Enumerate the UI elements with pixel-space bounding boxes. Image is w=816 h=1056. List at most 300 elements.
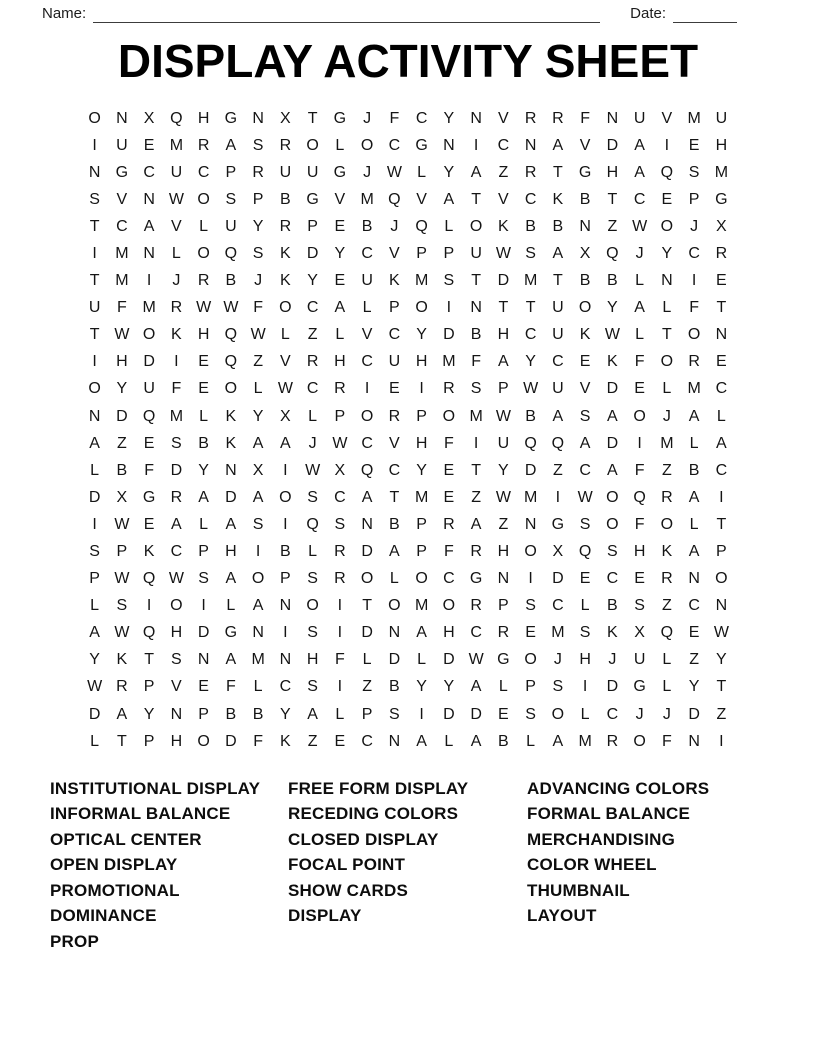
grid-letter: S [607,543,618,561]
grid-letter: S [579,624,591,642]
grid-row [81,105,735,132]
grid-letter: G [469,570,483,588]
grid-letter: V [171,678,182,696]
grid-letter: C [524,326,537,344]
grid-letter: R [443,380,455,398]
grid-letter: O [660,353,674,371]
grid-letter: B [198,434,209,452]
grid-letter: S [89,190,100,208]
word-list-item: MERCHANDISING [527,829,676,849]
grid-letter: N [88,407,101,425]
grid-letter: L [498,678,508,696]
grid-letter: I [719,732,724,750]
grid-letter: A [498,353,509,371]
grid-letter: V [280,353,291,371]
grid-letter: J [635,244,644,262]
grid-letter: X [280,109,291,127]
grid-letter: J [635,705,644,723]
grid-letter: P [416,543,427,561]
grid-letter: Z [498,515,509,533]
grid-letter: O [524,543,537,561]
grid-letter: Y [661,244,673,262]
grid-letter: P [116,543,128,561]
grid-letter: N [361,515,373,533]
grid-letter: M [523,272,538,290]
grid-letter: Q [388,190,401,208]
grid-letter: N [606,109,619,127]
word-list-item: THUMBNAIL [527,880,630,900]
grid-letter: Q [224,244,238,262]
grid-letter: R [661,570,673,588]
grid-letter: O [551,705,565,723]
grid-row [81,159,735,186]
grid-letter: H [415,353,428,371]
grid-letter: R [497,624,510,642]
grid-letter: B [579,272,591,290]
grid-letter: O [469,217,483,235]
grid-letter: T [389,488,400,506]
word-list-item: OPTICAL CENTER [50,829,202,849]
grid-letter: A [470,163,482,181]
grid-letter: Z [116,434,127,452]
grid-letter: I [146,272,152,290]
grid-letter: C [688,597,700,615]
grid-letter: C [497,136,510,154]
grid-letter: C [361,434,373,452]
grid-letter: N [197,651,210,669]
grid-letter: E [661,190,673,208]
grid-letter: K [552,190,564,208]
grid-letter: D [688,705,700,723]
grid-letter: Q [578,543,592,561]
grid-letter: V [389,434,400,452]
grid-letter: M [251,651,265,669]
word-search-grid [81,105,735,755]
grid-letter: O [279,299,292,317]
grid-letter: A [607,407,618,425]
grid-letter: X [334,461,346,479]
grid-letter: I [92,353,97,371]
grid-letter: A [225,570,237,588]
grid-letter: H [225,543,237,561]
grid-letter: Q [224,326,238,344]
grid-letter: D [470,705,482,723]
grid-letter: J [363,163,372,181]
grid-letter: I [473,434,479,452]
grid-letter: R [524,163,537,181]
grid-letter: A [225,136,237,154]
grid-row [81,457,735,484]
grid-letter: H [415,434,428,452]
word-list-item: CLOSED DISPLAY [288,829,439,849]
grid-letter: T [716,678,727,696]
grid-letter: A [552,407,564,425]
grid-letter: F [116,299,127,317]
grid-letter: O [360,407,374,425]
grid-letter: R [688,353,700,371]
grid-letter: U [552,326,564,344]
grid-letter: A [252,597,264,615]
grid-letter: F [634,461,645,479]
grid-letter: Y [607,299,618,317]
grid-letter: R [279,136,292,154]
grid-letter: V [171,217,182,235]
grid-letter: T [661,326,672,344]
grid-letter: C [388,136,401,154]
grid-letter: R [334,543,346,561]
grid-letter: U [279,163,292,181]
page-title: DISPLAY ACTIVITY SHEET [117,35,699,87]
grid-letter: I [337,624,343,642]
grid-letter: I [419,705,424,723]
grid-row [81,728,735,755]
grid-letter: D [443,326,455,344]
grid-letter: A [470,515,482,533]
grid-letter: Z [471,488,482,506]
grid-letter: L [689,434,699,452]
grid-letter: D [388,651,401,669]
grid-letter: T [716,515,727,533]
grid-letter: W [114,570,130,588]
grid-letter: R [470,543,482,561]
grid-letter: O [633,407,646,425]
grid-letter: S [579,407,591,425]
grid-letter: O [660,217,674,235]
grid-letter: X [579,244,591,262]
grid-letter: E [198,380,209,398]
grid-letter: U [497,434,510,452]
grid-letter: L [171,244,181,262]
grid-letter: C [197,163,210,181]
grid-letter: L [444,732,454,750]
grid-letter: I [582,678,588,696]
grid-letter: J [172,272,181,290]
grid-letter: A [334,299,346,317]
grid-letter: P [688,190,700,208]
grid-letter: L [199,217,209,235]
grid-letter: T [716,299,727,317]
grid-letter: P [389,299,400,317]
grid-letter: L [362,299,372,317]
grid-letter: O [578,299,592,317]
grid-letter: Y [443,163,455,181]
grid-letter: B [525,217,536,235]
grid-letter: A [688,407,700,425]
grid-letter: R [552,109,564,127]
grid-letter: J [608,651,617,669]
grid-letter: A [171,515,182,533]
word-list-item: SHOW CARDS [288,880,409,900]
grid-letter: C [388,326,401,344]
grid-letter: M [523,488,538,506]
grid-letter: H [197,326,210,344]
grid-letter: P [198,705,209,723]
grid-row [81,565,735,592]
grid-letter: I [283,624,288,642]
grid-letter: C [633,190,646,208]
grid-letter: C [170,543,183,561]
grid-letter: C [715,380,728,398]
grid-letter: L [90,461,100,479]
grid-letter: K [607,624,618,642]
grid-letter: O [360,136,374,154]
grid-letter: E [143,515,155,533]
grid-letter: U [388,353,401,371]
grid-letter: D [225,732,237,750]
grid-letter: D [225,488,237,506]
grid-letter: P [443,244,455,262]
grid-letter: N [143,244,155,262]
grid-letter: A [143,217,155,235]
grid-letter: N [279,597,292,615]
grid-letter: U [633,109,646,127]
grid-letter: F [334,651,345,669]
grid-letter: Y [525,353,536,371]
grid-letter: P [143,678,155,696]
grid-letter: A [552,136,564,154]
grid-letter: G [142,488,156,506]
grid-letter: I [92,244,97,262]
grid-letter: E [688,136,700,154]
grid-letter: Q [142,570,156,588]
grid-letter: O [251,570,265,588]
word-list-item: ADVANCING COLORS [527,778,710,798]
grid-letter: D [606,380,619,398]
grid-letter: A [607,461,618,479]
grid-letter: V [661,109,673,127]
grid-letter: L [662,651,672,669]
grid-letter: V [498,109,509,127]
grid-letter: S [252,244,264,262]
grid-letter: C [552,597,564,615]
grid-letter: G [224,109,238,127]
grid-letter: P [198,543,209,561]
grid-letter: A [389,543,400,561]
grid-letter: R [388,407,401,425]
grid-letter: N [279,651,292,669]
grid-letter: V [579,380,591,398]
grid-letter: D [361,543,373,561]
grid-letter: C [143,163,155,181]
grid-letter: A [307,705,318,723]
grid-letter: V [416,190,427,208]
grid-letter: W [523,380,539,398]
grid-letter: W [223,299,239,317]
grid-letter: S [389,705,400,723]
grid-letter: I [719,488,724,506]
grid-letter: C [552,353,564,371]
grid-letter: K [389,272,400,290]
grid-letter: D [606,434,619,452]
grid-letter: A [225,515,237,533]
grid-letter: U [306,163,319,181]
grid-letter: L [199,515,209,533]
grid-letter: G [497,651,510,669]
grid-letter: O [415,299,428,317]
grid-letter: Z [552,461,563,479]
grid-letter: E [498,705,509,723]
grid-letter: D [170,461,183,479]
grid-letter: C [579,461,591,479]
grid-letter: R [470,597,482,615]
grid-letter: J [308,434,317,452]
grid-letter: N [470,109,482,127]
grid-letter: R [170,299,183,317]
grid-letter: T [144,651,155,669]
word-list-column [527,776,709,955]
grid-letter: N [116,109,128,127]
grid-letter: N [715,326,728,344]
grid-letter: P [280,570,291,588]
grid-letter: O [197,732,210,750]
grid-letter: Z [307,732,318,750]
grid-letter: T [89,217,100,235]
word-list-item: PROP [50,931,99,951]
grid-row [81,213,735,240]
grid-letter: Q [170,109,183,127]
grid-letter: D [197,624,210,642]
grid-letter: K [579,326,591,344]
grid-letter: Y [416,461,427,479]
grid-letter: W [114,515,130,533]
grid-letter: T [552,272,563,290]
grid-letter: F [471,353,482,371]
grid-letter: Y [416,678,427,696]
grid-letter: S [525,244,536,262]
grid-letter: O [306,136,319,154]
grid-letter: J [254,272,263,290]
grid-letter: W [305,461,321,479]
grid-letter: F [253,732,264,750]
grid-letter: B [389,678,400,696]
grid-letter: Y [89,651,100,669]
grid-letter: F [661,732,672,750]
grid-letter: E [198,678,209,696]
grid-letter: T [89,272,100,290]
grid-letter: I [92,515,97,533]
grid-letter: F [225,678,236,696]
grid-letter: T [471,461,482,479]
grid-letter: D [361,624,373,642]
grid-letter: J [390,217,399,235]
grid-letter: D [143,353,155,371]
grid-letter: L [662,380,672,398]
grid-letter: R [443,515,455,533]
grid-letter: M [442,353,456,371]
grid-row [81,511,735,538]
grid-letter: G [415,136,428,154]
grid-row [81,646,735,673]
grid-letter: N [688,570,700,588]
grid-letter: A [361,488,373,506]
grid-letter: F [634,515,645,533]
grid-letter: M [414,488,429,506]
grid-letter: D [443,705,455,723]
grid-letter: F [634,353,645,371]
name-label: Name: [42,5,87,22]
grid-letter: A [470,732,482,750]
grid-letter: R [279,217,292,235]
grid-letter: W [495,488,511,506]
grid-letter: T [471,272,482,290]
grid-letter: C [306,299,319,317]
grid-letter: T [552,163,563,181]
grid-letter: Y [334,244,346,262]
grid-row [81,348,735,375]
grid-letter: U [143,380,155,398]
grid-row [81,673,735,700]
grid-row [81,538,735,565]
grid-letter: O [224,380,238,398]
grid-row [81,267,735,294]
grid-letter: B [607,272,618,290]
grid-letter: W [495,244,511,262]
grid-letter: L [389,570,399,588]
grid-letter: I [92,136,97,154]
grid-letter: M [169,136,184,154]
grid-letter: B [361,217,373,235]
grid-letter: M [687,109,701,127]
grid-letter: M [115,272,129,290]
grid-letter: W [577,488,593,506]
grid-letter: L [580,597,590,615]
grid-letter: R [116,678,128,696]
grid-letter: O [360,570,374,588]
grid-letter: C [688,244,700,262]
grid-letter: T [471,190,482,208]
grid-letter: N [470,299,482,317]
grid-letter: C [715,461,728,479]
grid-letter: O [415,570,428,588]
grid-letter: C [116,217,128,235]
grid-letter: M [169,407,184,425]
grid-letter: S [225,190,237,208]
grid-letter: T [89,326,100,344]
grid-letter: D [306,244,319,262]
grid-letter: E [688,624,700,642]
grid-letter: Q [142,624,156,642]
grid-letter: X [634,624,645,642]
grid-letter: N [225,461,237,479]
grid-row [81,619,735,646]
grid-letter: I [528,570,533,588]
grid-letter: V [579,136,591,154]
grid-letter: Y [443,109,455,127]
grid-letter: A [252,488,264,506]
grid-letter: H [443,624,455,642]
grid-row [81,430,735,457]
grid-letter: I [283,461,288,479]
grid-letter: V [498,190,509,208]
grid-letter: D [443,651,455,669]
grid-letter: R [197,272,210,290]
grid-row [81,701,735,728]
grid-letter: A [416,624,427,642]
word-list-item: OPEN DISPLAY [50,855,178,875]
grid-letter: B [498,732,509,750]
grid-letter: H [334,353,346,371]
grid-letter: B [552,217,564,235]
grid-letter: E [634,380,645,398]
grid-letter: H [197,109,210,127]
grid-letter: F [443,543,454,561]
grid-letter: J [662,705,671,723]
word-list-item: RECEDING COLORS [288,804,459,824]
grid-letter: O [606,488,619,506]
grid-letter: C [443,570,455,588]
grid-letter: S [688,163,700,181]
grid-letter: M [714,163,729,181]
